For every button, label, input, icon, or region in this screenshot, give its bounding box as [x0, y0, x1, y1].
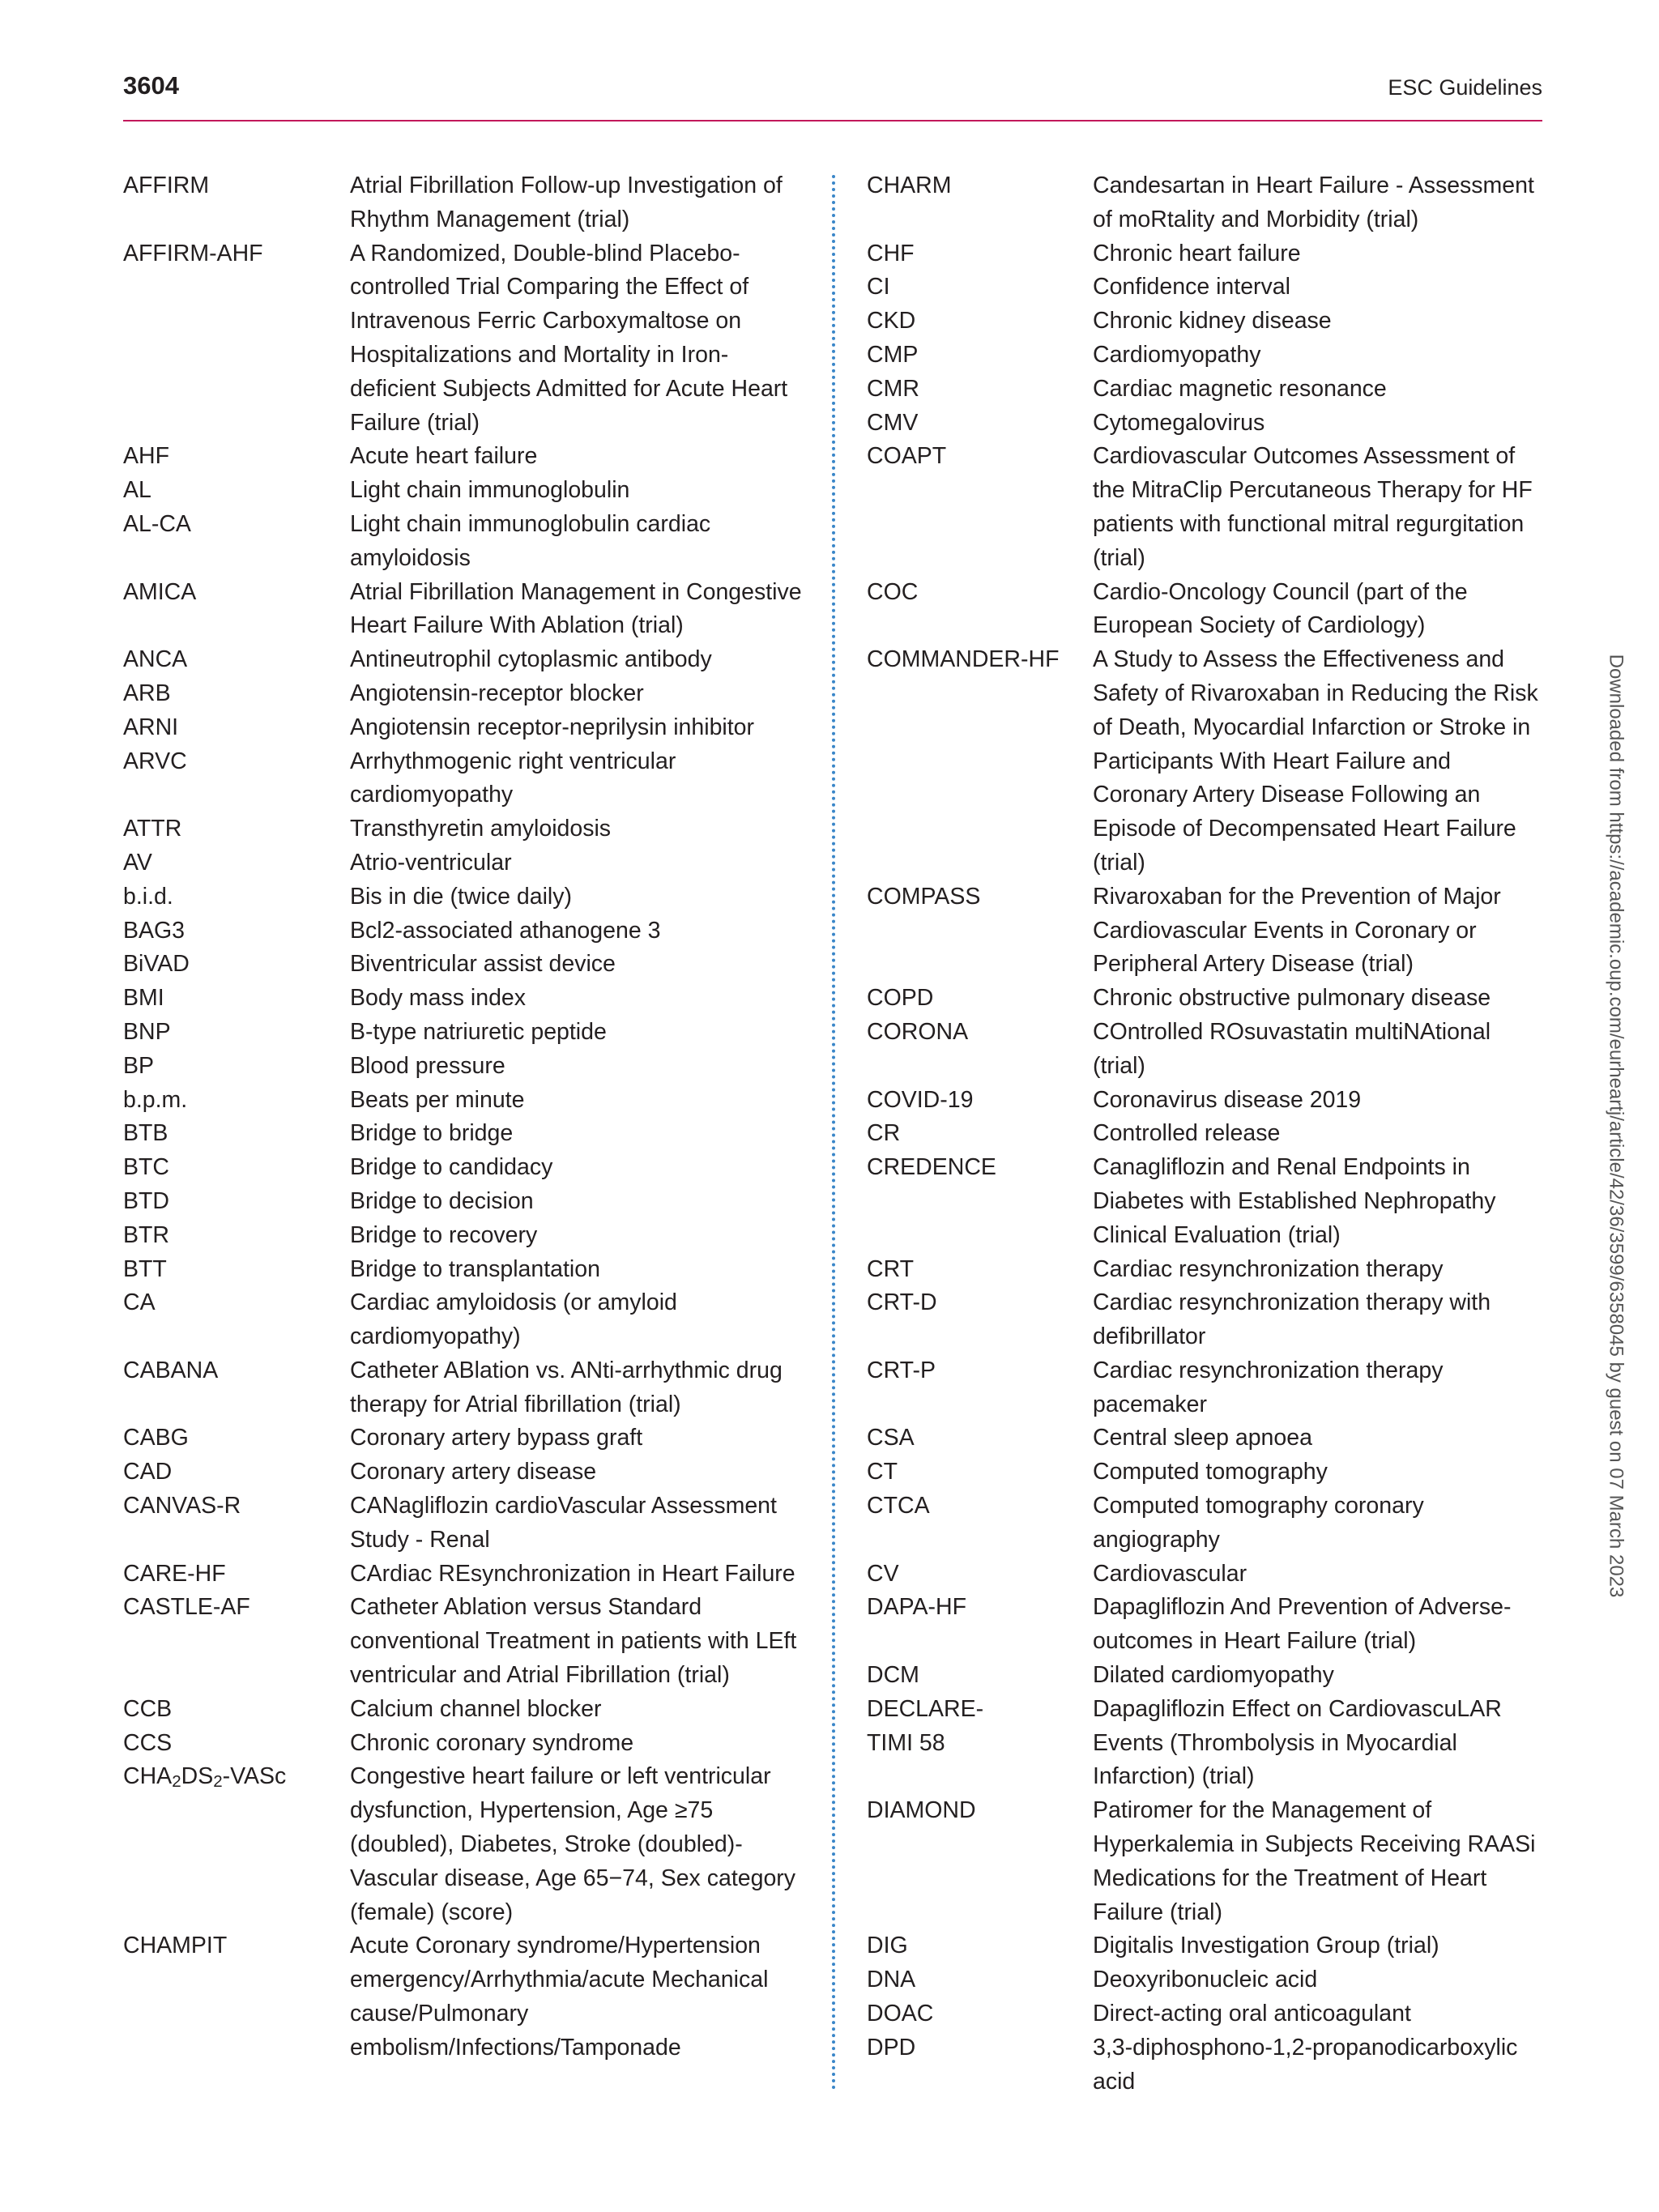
abbreviation-part: -VASc [222, 1763, 287, 1790]
abbreviation-term: BTT [123, 1255, 167, 1282]
abbreviation-definition: Cardiac amyloidosis (or amyloid cardiomyopathy) [350, 1289, 677, 1350]
abbreviation-entry [123, 846, 806, 880]
abbreviation-definition: Atrial Fibrillation Management in Congestive Heart Failure With Ablation (trial) [350, 578, 802, 639]
abbreviation-term: COMPASS [867, 883, 981, 910]
abbreviation-entry [867, 1016, 1547, 1084]
abbreviation-term: AV [123, 849, 152, 876]
abbreviation-term: CARE-HF [123, 1560, 226, 1587]
abbreviation-term: BTC [123, 1154, 169, 1181]
abbreviation-entry [123, 1185, 806, 1219]
abbreviation-term: CORONA [867, 1018, 969, 1045]
abbreviation-definition: COntrolled ROsuvastatin multiNAtional (trial) [1093, 1018, 1491, 1079]
abbreviation-definition: Congestive heart failure or left ventricular dysfunction, Hypertension, Age ≥75 (doubled), Diabetes, Stroke (doubled)-Vascular disease, Age 65−74, Sex category (female) (score) [350, 1763, 796, 1925]
abbreviation-entry [867, 1151, 1547, 1252]
abbreviation-term: BTR [123, 1221, 169, 1248]
abbreviation-definition: A Study to Assess the Effectiveness and Safety of Rivaroxaban in Reducing the Risk of Death, Myocardial Infarction or Stroke in Participants With Heart Failure and Coronary Artery Disease Following an Episode of Decompensated Heart Failure (trial) [1093, 646, 1538, 876]
abbreviation-entry [123, 711, 806, 745]
abbreviation-term: COMMANDER-HF [867, 646, 1060, 673]
abbreviation-definition: Cardiac resynchronization therapy pacemaker [1093, 1357, 1444, 1417]
abbreviation-term: DIG [867, 1933, 908, 1959]
abbreviation-definition: Coronary artery bypass graft [350, 1425, 643, 1451]
abbreviation-entry [867, 1997, 1547, 2031]
abbreviation-term: COC [867, 578, 919, 605]
abbreviation-term: AHF [123, 443, 169, 470]
abbreviation-term: CRT-P [867, 1357, 936, 1383]
abbreviation-definition: Bridge to recovery [350, 1221, 538, 1248]
abbreviation-entry [123, 1084, 806, 1118]
abbreviation-definition: B-type natriuretic peptide [350, 1018, 607, 1045]
abbreviation-term: CAD [123, 1459, 173, 1485]
abbreviation-definition: Computed tomography coronary angiography [1093, 1493, 1424, 1553]
abbreviation-entry [123, 508, 806, 576]
abbreviation-definition: Bridge to bridge [350, 1120, 514, 1147]
page-number: 3604 [123, 71, 179, 100]
abbreviation-definition: Beats per minute [350, 1086, 525, 1113]
abbreviation-term: DCM [867, 1662, 919, 1689]
abbreviation-definition: 3,3-diphosphono-1,2-propanodicarboxylic acid [1093, 2034, 1518, 2095]
abbreviation-definition: Light chain immunoglobulin cardiac amyloidosis [350, 510, 711, 571]
abbreviation-definition: Catheter ABlation vs. ANti-arrhythmic drug therapy for Atrial fibrillation (trial) [350, 1357, 783, 1417]
abbreviation-entry [123, 812, 806, 846]
running-title: ESC Guidelines [1388, 75, 1542, 100]
abbreviation-subscript: 2 [213, 1772, 223, 1792]
abbreviation-term: BAG3 [123, 917, 186, 944]
abbreviation-definition: Controlled release [1093, 1120, 1281, 1147]
abbreviation-part: DS [181, 1763, 214, 1790]
abbreviation-entry [123, 1016, 806, 1050]
abbreviation-definition: Bcl2-associated athanogene 3 [350, 917, 661, 944]
abbreviation-definition: Cardiomyopathy [1093, 341, 1261, 368]
abbreviation-term: CRT [867, 1255, 915, 1282]
abbreviation-entry [867, 1117, 1547, 1151]
abbreviation-entry [123, 1050, 806, 1084]
abbreviation-definition: Atrial Fibrillation Follow-up Investigation of Rhythm Management (trial) [350, 173, 783, 232]
abbreviation-definition: Dilated cardiomyopathy [1093, 1662, 1334, 1689]
abbreviation-entry [867, 169, 1547, 237]
abbreviation-definition: Direct-acting oral anticoagulant [1093, 2001, 1411, 2027]
abbreviation-entry [123, 982, 806, 1016]
abbreviation-term: DPD [867, 2034, 916, 2061]
abbreviation-term: DNA [867, 1967, 916, 1993]
abbreviation-term: COAPT [867, 443, 947, 470]
abbreviation-entry [867, 237, 1547, 271]
abbreviation-entry [867, 1455, 1547, 1490]
abbreviation-line: DECLARE- [867, 1695, 984, 1722]
abbreviation-term: AL [123, 477, 151, 504]
abbreviation-definition: Bis in die (twice daily) [350, 883, 573, 910]
abbreviation-term [123, 1760, 350, 1794]
abbreviation-entry [123, 1117, 806, 1151]
abbreviation-definition: Dapagliflozin Effect on CardiovascuLAR Events (Thrombolysis in Myocardial Infarction) (trial) [1093, 1695, 1502, 1790]
abbreviation-entry [123, 1455, 806, 1490]
abbreviation-term: ATTR [123, 816, 182, 842]
abbreviation-entry [123, 1219, 806, 1253]
abbreviation-entry [123, 1286, 806, 1354]
abbreviation-entry [123, 880, 806, 914]
abbreviation-entry [867, 982, 1547, 1016]
abbreviation-term: b.p.m. [123, 1086, 188, 1113]
abbreviation-term: ARB [123, 680, 171, 706]
abbreviation-definition: Cardiovascular [1093, 1560, 1247, 1587]
abbreviation-term: CI [867, 274, 890, 300]
abbreviation-entry [123, 1151, 806, 1185]
abbreviation-entry [123, 1591, 806, 1692]
abbreviation-entry [867, 1253, 1547, 1287]
abbreviation-entry [123, 745, 806, 813]
abbreviation-term: BiVAD [123, 951, 190, 978]
abbreviation-definition: Candesartan in Heart Failure - Assessment of moRtality and Morbidity (trial) [1093, 173, 1534, 232]
abbreviation-term: CTCA [867, 1493, 930, 1519]
abbreviation-term: CCB [123, 1695, 173, 1722]
abbreviation-term: CMP [867, 341, 919, 368]
abbreviation-subscript: 2 [172, 1772, 181, 1792]
abbreviation-definition: Antineutrophil cytoplasmic antibody [350, 646, 712, 673]
abbreviation-definition: CArdiac REsynchronization in Heart Failure [350, 1560, 795, 1587]
download-note [1599, 567, 1631, 1685]
abbreviation-term: CABANA [123, 1357, 219, 1383]
abbreviation-part: CHA [123, 1763, 173, 1790]
abbreviation-term: BMI [123, 985, 164, 1012]
abbreviation-term: CREDENCE [867, 1154, 996, 1181]
abbreviation-term: DOAC [867, 2001, 934, 2027]
abbreviation-term: CMR [867, 375, 919, 402]
abbreviation-definition: Arrhythmogenic right ventricular cardiomyopathy [350, 748, 676, 808]
abbreviation-entry [867, 1659, 1547, 1693]
abbreviation-entry [867, 1084, 1547, 1118]
abbreviation-entry [867, 1963, 1547, 1997]
abbreviation-term: AMICA [123, 578, 197, 605]
abbreviation-entry [867, 1490, 1547, 1558]
abbreviation-entry [867, 1354, 1547, 1422]
abbreviation-definition: Dapagliflozin And Prevention of Adverse-outcomes in Heart Failure (trial) [1093, 1594, 1512, 1655]
abbreviation-entry [123, 948, 806, 982]
abbreviation-definition: Bridge to decision [350, 1187, 534, 1214]
abbreviation-definition: Rivaroxaban for the Prevention of Major Cardiovascular Events in Coronary or Peripheral Artery Disease (trial) [1093, 883, 1501, 978]
abbreviation-entry [867, 1558, 1547, 1592]
abbreviation-entry [867, 305, 1547, 339]
abbreviation-entry [123, 169, 806, 237]
abbreviation-entry [867, 407, 1547, 441]
abbreviation-definition: Computed tomography [1093, 1459, 1328, 1485]
abbreviation-definition: Blood pressure [350, 1052, 505, 1079]
abbreviation-definition: Chronic obstructive pulmonary disease [1093, 985, 1491, 1012]
abbreviation-definition: Angiotensin-receptor blocker [350, 680, 644, 706]
abbreviation-definition: Cardiac magnetic resonance [1093, 375, 1387, 402]
abbreviation-entry [867, 2031, 1547, 2099]
abbreviation-term: CKD [867, 308, 916, 335]
abbreviation-line: TIMI 58 [867, 1729, 945, 1756]
abbreviation-entry [123, 914, 806, 948]
abbreviation-term: CABG [123, 1425, 189, 1451]
abbreviation-entry [867, 440, 1547, 575]
abbreviation-entry [123, 576, 806, 644]
abbreviation-term: CHF [867, 240, 915, 266]
abbreviation-definition: Patiromer for the Management of Hyperkalemia in Subjects Receiving RAASi Medications for the Treatment of Heart Failure (trial) [1093, 1797, 1536, 1925]
abbreviation-term: AFFIRM [123, 173, 210, 198]
abbreviation-definition: Cytomegalovirus [1093, 409, 1265, 436]
abbreviation-definition: Atrio-ventricular [350, 849, 512, 876]
abbreviation-term: CCS [123, 1729, 173, 1756]
abbreviation-definition: Coronavirus disease 2019 [1093, 1086, 1362, 1113]
header-rule [123, 120, 1542, 121]
abbreviation-term: COPD [867, 985, 934, 1012]
abbreviation-entry [123, 643, 806, 677]
abbreviation-entry [867, 1794, 1547, 1929]
abbreviation-term: CV [867, 1560, 899, 1587]
abbreviation-entry [867, 1591, 1547, 1659]
abbreviation-entry [123, 1558, 806, 1592]
abbreviation-definition: Coronary artery disease [350, 1459, 597, 1485]
abbreviation-entry [867, 1929, 1547, 1963]
abbreviation-term: BTB [123, 1120, 168, 1147]
abbreviation-definition: Canagliflozin and Renal Endpoints in Diabetes with Established Nephropathy Clinical Evaluation (trial) [1093, 1154, 1496, 1248]
abbreviations-left-column [123, 169, 806, 2065]
abbreviation-definition: Digitalis Investigation Group (trial) [1093, 1933, 1439, 1959]
abbreviation-definition: Angiotensin receptor-neprilysin inhibitor [350, 714, 755, 740]
abbreviation-entry [123, 1490, 806, 1558]
abbreviation-entry [867, 880, 1547, 982]
abbreviation-entry [867, 373, 1547, 407]
abbreviation-definition: Bridge to candidacy [350, 1154, 553, 1181]
abbreviation-term: BTD [123, 1187, 169, 1214]
abbreviation-entry [123, 1727, 806, 1761]
abbreviation-term: ANCA [123, 646, 188, 673]
abbreviation-term [867, 1693, 1093, 1761]
abbreviation-definition: Acute heart failure [350, 443, 538, 470]
abbreviation-definition: Catheter Ablation versus Standard conventional Treatment in patients with LEft ventricular and Atrial Fibrillation (trial) [350, 1594, 797, 1689]
abbreviation-term: DAPA-HF [867, 1594, 966, 1621]
abbreviation-definition: CANagliflozin cardioVascular Assessment Study - Renal [350, 1493, 777, 1553]
abbreviation-entry [867, 339, 1547, 373]
abbreviation-definition: Cardiovascular Outcomes Assessment of the MitraClip Percutaneous Therapy for HF patients with functional mitral regurgitation (trial) [1093, 443, 1533, 571]
abbreviation-term: CHARM [867, 173, 952, 198]
abbreviation-definition: Cardio-Oncology Council (part of the European Society of Cardiology) [1093, 578, 1468, 639]
abbreviation-term: b.i.d. [123, 883, 173, 910]
abbreviation-entry [123, 237, 806, 441]
abbreviation-term: AL-CA [123, 510, 191, 537]
abbreviation-entry [867, 1693, 1547, 1794]
abbreviation-definition: Chronic heart failure [1093, 240, 1301, 266]
abbreviation-term: BNP [123, 1018, 171, 1045]
abbreviation-term: CRT-D [867, 1289, 937, 1316]
abbreviation-definition: Deoxyribonucleic acid [1093, 1967, 1318, 1993]
abbreviation-entry [123, 1760, 806, 1929]
abbreviation-definition: Acute Coronary syndrome/Hypertension emergency/Arrhythmia/acute Mechanical cause/Pulmonary embolism/Infections/Tamponade [350, 1933, 769, 2061]
abbreviation-entry [123, 1253, 806, 1287]
abbreviation-definition: A Randomized, Double-blind Placebo-controlled Trial Comparing the Effect of Intravenous Ferric Carboxymaltose on Hospitalizations and Mortality in Iron-deficient Subjects Admitted for Acute Heart Failure (trial) [350, 240, 788, 436]
abbreviation-entry [867, 1421, 1547, 1455]
abbreviation-term: CHAMPIT [123, 1933, 228, 1959]
abbreviation-term: BP [123, 1052, 155, 1079]
abbreviation-entry [123, 677, 806, 711]
abbreviation-entry [123, 1693, 806, 1727]
abbreviation-term: CR [867, 1120, 901, 1147]
abbreviation-term: CANVAS-R [123, 1493, 241, 1519]
abbreviation-term: CT [867, 1459, 898, 1485]
abbreviation-term: DIAMOND [867, 1797, 976, 1824]
abbreviation-entry [867, 576, 1547, 644]
abbreviation-entry [123, 1929, 806, 2065]
abbreviation-term: AFFIRM-AHF [123, 240, 263, 266]
abbreviation-definition: Chronic kidney disease [1093, 308, 1332, 335]
abbreviation-definition: Cardiac resynchronization therapy with defibrillator [1093, 1289, 1491, 1350]
abbreviation-definition: Central sleep apnoea [1093, 1425, 1312, 1451]
abbreviation-definition: Bridge to transplantation [350, 1255, 600, 1282]
abbreviation-term: ARNI [123, 714, 179, 740]
abbreviation-definition: Cardiac resynchronization therapy [1093, 1255, 1444, 1282]
abbreviation-term: CMV [867, 409, 919, 436]
abbreviation-entry [123, 440, 806, 474]
abbreviation-term: CSA [867, 1425, 915, 1451]
abbreviation-term: COVID-19 [867, 1086, 974, 1113]
column-divider [832, 175, 835, 2091]
abbreviation-entry [867, 1286, 1547, 1354]
download-note-text: Downloaded from https://academic.oup.com/eurheartj/article/42/36/3599/6358045 by guest on 07 March 2023 [1605, 654, 1627, 1598]
abbreviation-definition: Biventricular assist device [350, 951, 616, 978]
abbreviation-definition: Transthyretin amyloidosis [350, 816, 612, 842]
abbreviation-definition: Chronic coronary syndrome [350, 1729, 634, 1756]
abbreviation-entry [867, 643, 1547, 880]
abbreviation-entry [123, 1354, 806, 1422]
abbreviation-entry [867, 271, 1547, 305]
abbreviation-entry [123, 474, 806, 508]
abbreviation-entry [123, 1421, 806, 1455]
abbreviations-right-column [867, 169, 1547, 2099]
abbreviation-term: ARVC [123, 748, 187, 774]
abbreviation-definition: Body mass index [350, 985, 527, 1012]
abbreviation-definition: Confidence interval [1093, 274, 1290, 300]
abbreviation-term: CASTLE-AF [123, 1594, 250, 1621]
abbreviation-definition: Light chain immunoglobulin [350, 477, 630, 504]
abbreviation-term: CA [123, 1289, 156, 1316]
abbreviation-definition: Calcium channel blocker [350, 1695, 602, 1722]
